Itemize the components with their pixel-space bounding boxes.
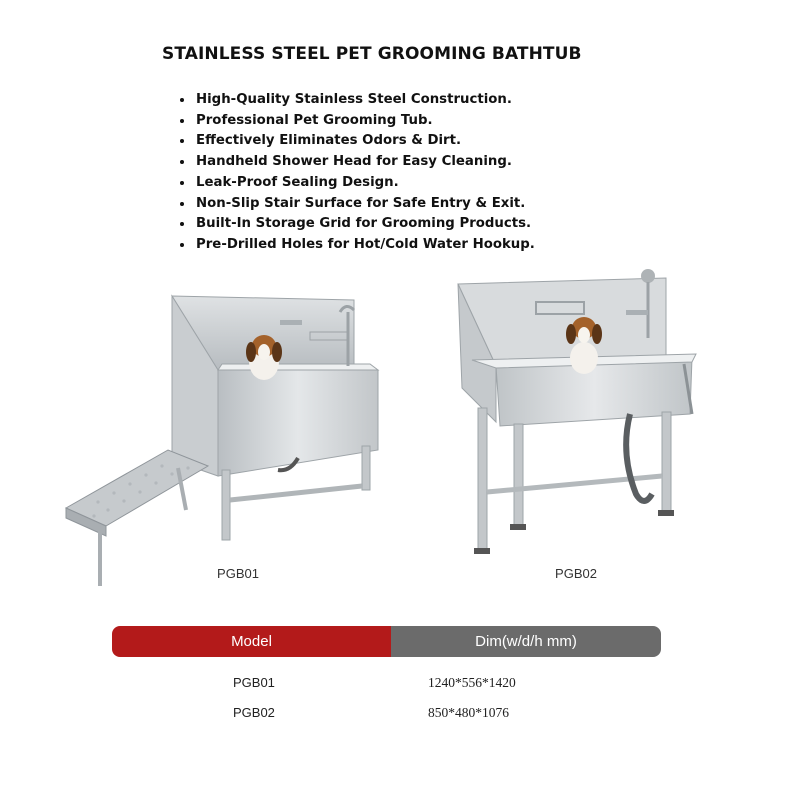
- table-cell-dim: 1240*556*1420: [428, 675, 516, 690]
- feature-item: • High-Quality Stainless Steel Construction.: [194, 90, 535, 111]
- feature-item: • Pre-Drilled Holes for Hot/Cold Water Hookup.: [194, 235, 535, 256]
- feature-item: • Built-In Storage Grid for Grooming Products.: [194, 214, 535, 235]
- feature-item: • Non-Slip Stair Surface for Safe Entry & Exit.: [194, 194, 535, 215]
- table-header-dim: Dim(w/d/h mm): [391, 626, 661, 657]
- product-image-pgb01: [58, 290, 388, 590]
- product-caption-pgb02: PGB02: [555, 566, 597, 581]
- product-image-pgb02: [452, 268, 702, 568]
- feature-item: • Handheld Shower Head for Easy Cleaning.: [194, 152, 535, 173]
- feature-item: • Leak-Proof Sealing Design.: [194, 173, 535, 194]
- product-caption-pgb01: PGB01: [217, 566, 259, 581]
- table-cell-model: PGB01: [233, 675, 275, 690]
- table-cell-dim: 850*480*1076: [428, 705, 509, 720]
- table-header-model: Model: [112, 626, 391, 657]
- feature-list: [176, 90, 535, 256]
- table-cell-model: PGB02: [233, 705, 275, 720]
- page-title: STAINLESS STEEL PET GROOMING BATHTUB: [162, 44, 582, 64]
- feature-item: • Effectively Eliminates Odors & Dirt.: [194, 131, 535, 152]
- feature-item: • Professional Pet Grooming Tub.: [194, 111, 535, 132]
